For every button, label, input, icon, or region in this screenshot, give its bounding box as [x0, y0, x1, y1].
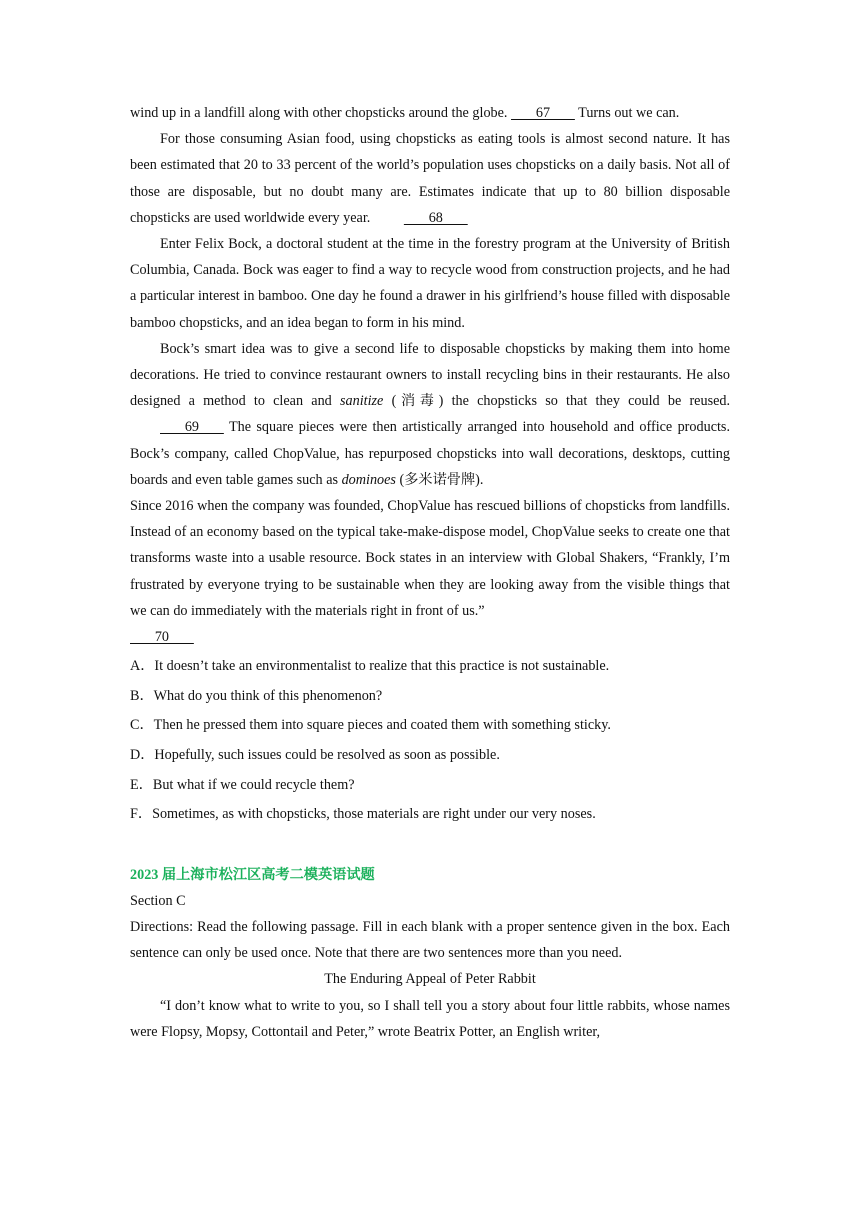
paragraph-felix-bock: Enter Felix Bock, a doctoral student at the time in the forestry program at the University of British Columbia, Canada. Bock was eager to find a way to recycle wood from construction projects, and he had a particular interest in bamboo. One day he found a drawer in his girlfriend’s house filled with disposable bamboo chopsticks, and an idea began to form in his mind.	[130, 236, 730, 331]
paragraph-peter-rabbit: “I don’t know what to write to you, so I shall tell you a story about four little rabbits, whose names were Flopsy, Mopsy, Cottontail and Peter,” wrote Beatrix Potter, an English writer,	[130, 997, 730, 1040]
option-f: F．Sometimes, as with chopsticks, those materials are right under our very noses.	[130, 806, 596, 823]
option-d: D．Hopefully, such issues could be resolved as soon as possible.	[130, 747, 500, 764]
directions: Directions: Read the following passage. Fill in each blank with a proper sentence given in the box. Each sentence can only be used once. Note that there are two sentences more than you need.	[130, 919, 730, 962]
paragraph-blank-70	[130, 624, 730, 650]
option-a: A．It doesn’t take an environmentalist to realize that this practice is not sustainable.	[130, 658, 610, 675]
text: (消毒) the chopsticks so that they could be reused.	[391, 393, 731, 410]
passage-title: The Enduring Appeal of Peter Rabbit	[324, 971, 536, 988]
text: wind up in a landfill along with other chopsticks around the globe.	[130, 105, 508, 121]
paragraph-continuation	[130, 100, 730, 126]
paragraph-chopvalue: Since 2016 when the company was founded, ChopValue has rescued billions of chopsticks from landfills. Instead of an economy based on the typical take-make-dispose model, ChopValue seeks to create one that transforms waste into a usable resource. Bock states in an interview with Global Shakers, “Frankly, I’m frustrated by everyone trying to be sustainable when they are looking away from the visible things that we can do immediately with the materials right in front of us.”	[130, 498, 730, 619]
text: Turns out we can.	[578, 105, 680, 121]
text: The square pieces were then artistically arranged into household and office products. Bock’s company, called ChopValue, has repurposed chopsticks into wall decorations, desktops, cutting boards and even table games such as	[130, 419, 730, 488]
blank-69: 69	[160, 419, 224, 436]
text: For those consuming Asian food, using chopsticks as eating tools is almost second nature. It has been estimated that 20 to 33 percent of the world’s population uses chopsticks on a daily basis. Not all of those are disposable, but no doubt many are. Estimates indicate that up to 80 billion disposable chopsticks are used worldwide every year.	[130, 131, 730, 226]
option-c: C．Then he pressed them into square pieces and coated them with something sticky.	[130, 717, 611, 734]
blank-68: 68	[403, 209, 468, 226]
answer-options	[130, 652, 730, 830]
text: Bock’s smart idea was to give a second life to disposable chopsticks by making them into home decorations. He tried to convince restaurant owners to install recycling bins in their restaurants. He also designed a method to clean and	[130, 340, 730, 410]
paragraph-smart-idea	[130, 336, 730, 493]
exam-heading: 2023 届上海市松江区高考二模英语试题	[130, 866, 375, 883]
blank-67: 67	[511, 105, 575, 121]
option-e: E．But what if we could recycle them?	[130, 776, 355, 793]
text: (多米诺骨牌).	[399, 471, 484, 488]
term-sanitize: sanitize	[339, 393, 384, 410]
blank-70: 70	[130, 629, 194, 646]
section-label: Section C	[130, 892, 186, 909]
document-content	[130, 100, 730, 1045]
paragraph-chopsticks-usage	[130, 126, 730, 231]
term-dominoes: dominoes	[341, 471, 396, 488]
option-b: B．What do you think of this phenomenon?	[130, 687, 383, 704]
